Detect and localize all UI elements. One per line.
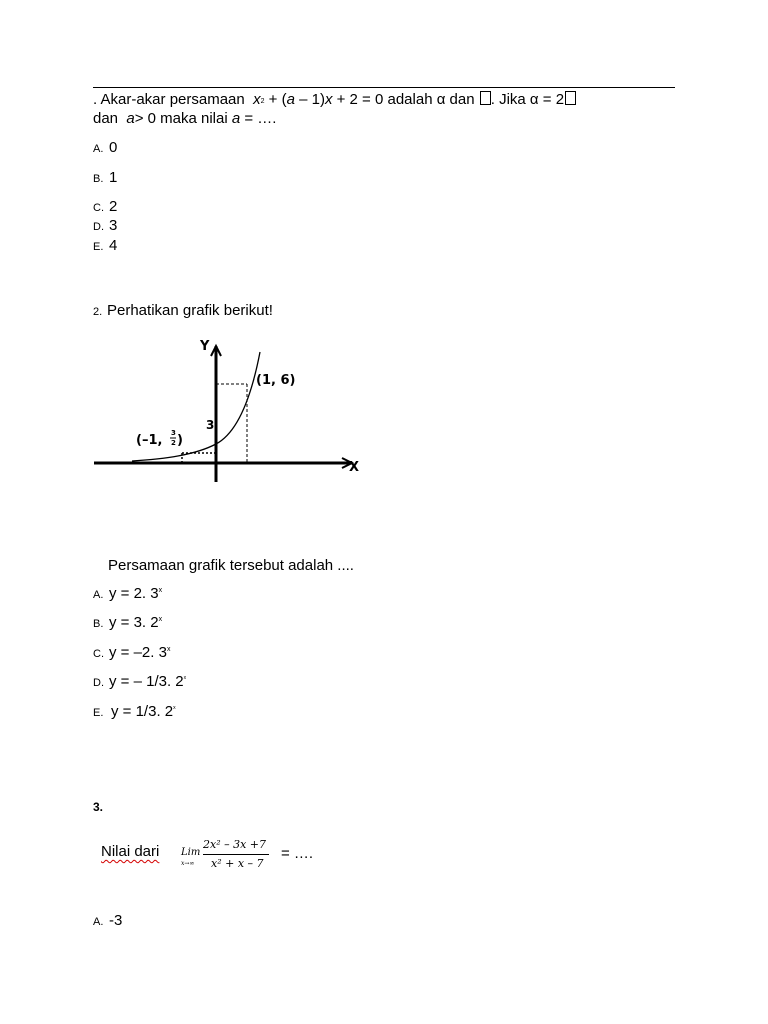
q2-option-d[interactable] (93, 673, 186, 691)
q1-line2 (93, 109, 276, 128)
q2-number: 2. (93, 306, 103, 318)
point-label-left-close: ) (177, 433, 183, 448)
option-text: 1 (109, 169, 118, 186)
q2-option-b[interactable] (93, 614, 162, 632)
option-text: 0 (109, 139, 118, 156)
q1-eq-mid1: + ( (264, 91, 287, 108)
fraction-denominator: x² + x – 7 (211, 857, 264, 870)
q2-prompt-row (93, 302, 273, 320)
option-letter: C. (93, 202, 104, 214)
option-text: 4 (109, 237, 118, 254)
option-text: 2 (109, 198, 118, 215)
option-letter: B. (93, 618, 104, 630)
q3-lead-text: Nilai dari (101, 843, 160, 860)
option-text: y = 1/3. 2 (111, 703, 174, 720)
lim-subscript: x→∞ (181, 860, 195, 867)
option-letter: B. (93, 173, 104, 185)
option-text: y = 2. 3 (109, 585, 159, 602)
option-letter: E. (93, 707, 104, 719)
q1-eq-a: a (286, 91, 295, 108)
q1-option-e[interactable] (93, 237, 117, 255)
q1-line2-c: = …. (240, 110, 277, 127)
q2-option-a[interactable] (93, 585, 162, 603)
point-label-right: (1, 6) (256, 373, 296, 388)
q1-line1 (93, 90, 576, 109)
point-label-left-denominator: 2 (171, 439, 176, 447)
q1-option-d[interactable] (93, 217, 117, 235)
option-letter: C. (93, 648, 104, 660)
option-text: -3 (109, 912, 123, 929)
q1-option-b[interactable] (93, 169, 117, 187)
q1-eq-tail: + 2 = 0 adalah α dan (332, 91, 479, 108)
option-letter: E. (93, 241, 104, 253)
missing-glyph-box (480, 91, 491, 105)
q1-lead: . Akar-akar persamaan (93, 91, 245, 108)
y-intercept-label: 3 (206, 418, 215, 432)
q1-eq-mid2: – 1) (294, 91, 325, 108)
option-text: y = –2. 3 (109, 644, 167, 661)
option-letter: D. (93, 677, 104, 689)
q1-line2-a: dan (93, 110, 119, 127)
option-exponent: x (158, 587, 163, 594)
option-letter: A. (93, 589, 104, 601)
q2-option-e[interactable] (93, 703, 176, 721)
lim-symbol: Lim (181, 847, 201, 858)
q1-line2-var2: a (231, 110, 241, 127)
q1-eq-exp: 2 (260, 98, 265, 105)
q3-tail: = …. (281, 845, 314, 862)
option-text: y = 3. 2 (109, 614, 159, 631)
option-exponent: x (158, 616, 163, 623)
exponential-graph (90, 332, 370, 488)
q2-prompt: Perhatikan grafik berikut! (107, 302, 273, 319)
q1-eq-x2: x (324, 91, 333, 108)
missing-glyph-box (565, 91, 576, 105)
fraction-bar (203, 854, 269, 855)
option-exponent: x (173, 705, 176, 711)
q1-after-box: . Jika α = 2 (490, 91, 565, 108)
x-axis-label: X (349, 460, 360, 475)
q2-question: Persamaan grafik tersebut adalah .... (108, 557, 354, 574)
q1-line2-b: > 0 maka nilai (134, 110, 228, 127)
q1-option-a[interactable] (93, 139, 117, 157)
point-label-left-numerator: 3 (171, 429, 176, 437)
point-label-left: (–1, (136, 433, 163, 448)
y-axis-label: Y (200, 339, 210, 354)
q1-eq-x: x (253, 91, 261, 108)
option-text: y = – 1/3. 2 (109, 673, 184, 690)
q1-option-c[interactable] (93, 198, 117, 216)
option-letter: A. (93, 916, 104, 928)
q3-lead (101, 843, 159, 860)
header-rule (93, 87, 675, 88)
option-exponent: x (166, 646, 171, 653)
q3-number: 3. (93, 800, 104, 814)
option-exponent: x (183, 675, 187, 681)
option-letter: A. (93, 143, 104, 155)
option-text: 3 (109, 217, 118, 234)
q1-line2-var: a (126, 110, 135, 127)
option-letter: D. (93, 221, 104, 233)
fraction-numerator: 2x² – 3x +7 (203, 838, 267, 851)
q3-option-a[interactable] (93, 912, 122, 930)
q2-option-c[interactable] (93, 644, 170, 662)
